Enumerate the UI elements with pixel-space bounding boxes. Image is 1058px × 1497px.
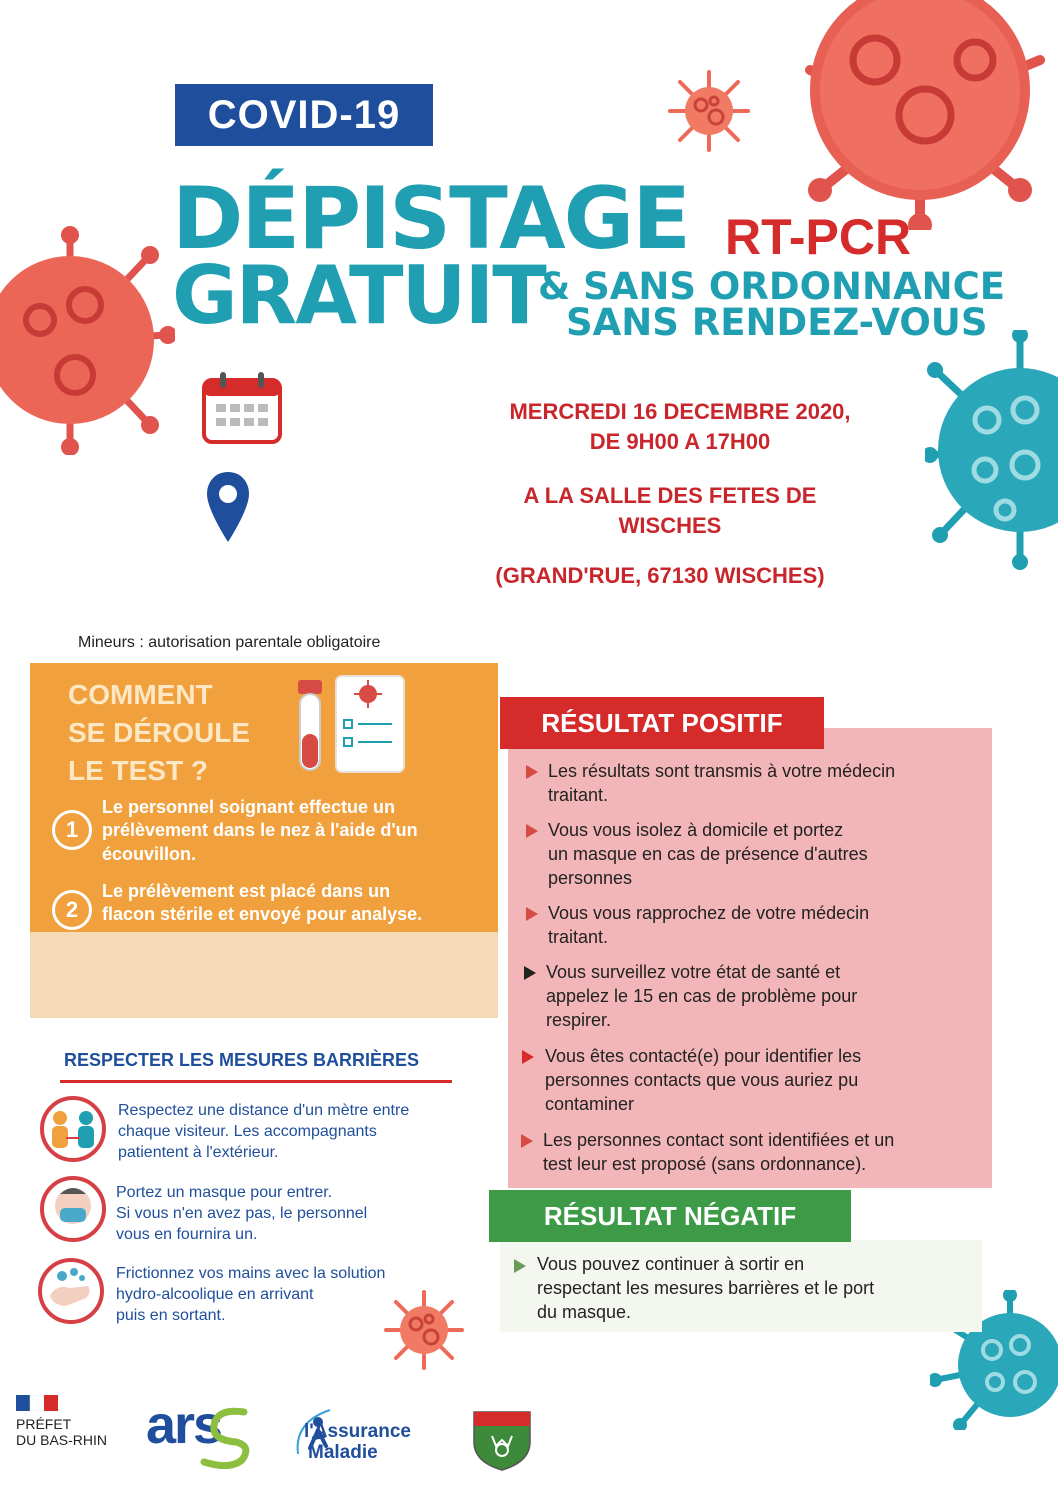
procedure-title-line3: LE TEST ? <box>68 754 208 786</box>
negative-line1: Vous pouvez continuer à sortir en <box>537 1254 805 1274</box>
virus-decoration-right-blue <box>925 330 1058 570</box>
positive-item-4-line1: Vous surveillez votre état de santé et <box>546 962 841 982</box>
positive-item-5-line2: personnes contacts que vous auriez pu <box>545 1069 859 1090</box>
procedure-title <box>68 676 250 789</box>
positive-item <box>548 819 868 890</box>
calendar-icon <box>200 370 284 446</box>
title-depistage: DÉPISTAGE <box>172 169 689 269</box>
event-date: MERCREDI 16 DECEMBRE 2020, <box>509 399 851 424</box>
positive-title: RÉSULTAT POSITIF <box>500 697 824 749</box>
barriers-divider <box>60 1080 452 1083</box>
minors-notice: Mineurs : autorisation parentale obligatoire <box>78 634 381 651</box>
positive-item-2-line2: un masque en cas de présence d'autres <box>548 843 868 864</box>
positive-item <box>548 760 895 808</box>
subtitle-sans-rendez-vous: SANS RENDEZ-VOUS <box>566 301 988 344</box>
assurance-maladie-logo <box>304 1422 411 1464</box>
positive-item-2-line1: Vous vous isolez à domicile et portez <box>548 820 844 840</box>
event-address: (GRAND'RUE, 67130 WISCHES) <box>495 563 825 588</box>
virus-decoration-bottom-red <box>384 1290 464 1370</box>
positive-item-1-line2: traitant. <box>548 784 609 805</box>
hand-wash-icon <box>36 1256 106 1326</box>
step-1-text <box>102 796 418 866</box>
negative-line2: respectant les mesures barrières et le port <box>537 1277 875 1298</box>
covid-badge: COVID-19 <box>175 84 433 146</box>
event-hours: DE 9H00 A 17H00 <box>589 429 771 454</box>
assurance-line2: Maladie <box>308 1441 378 1463</box>
procedure-title-line1: COMMENT <box>68 679 213 710</box>
positive-item-6-line1: Les personnes contact sont identifiées et un <box>543 1130 895 1150</box>
barrier-3-line1: Frictionnez vos mains avec la solution <box>116 1265 386 1282</box>
step-1-line3: écouvillon. <box>102 843 197 864</box>
positive-item-1-line1: Les résultats sont transmis à votre médecin <box>548 761 896 781</box>
barrier-mask-text <box>116 1182 367 1245</box>
location-pin-icon <box>205 470 251 544</box>
negative-text <box>537 1253 874 1324</box>
assurance-line1: l'Assurance <box>304 1421 411 1442</box>
arrow-icon <box>524 966 536 980</box>
step-2-line1: Le prélèvement est placé dans un <box>102 881 391 901</box>
test-tube-icon <box>292 672 410 784</box>
barrier-distance-text <box>118 1100 409 1163</box>
barrier-3-line2: hydro-alcoolique en arrivant <box>116 1286 314 1304</box>
positive-item-3-line2: traitant. <box>548 926 609 947</box>
barrier-2-line2: Si vous n'en avez pas, le personnel <box>116 1205 368 1223</box>
step-2-number: 2 <box>52 890 92 930</box>
positive-item <box>545 1045 861 1116</box>
wisches-coat-of-arms-logo <box>470 1410 534 1472</box>
ars-logo: ars <box>146 1395 222 1455</box>
mask-icon <box>38 1174 108 1244</box>
positive-item <box>546 961 857 1032</box>
prefet-line2: DU BAS-RHIN <box>16 1432 108 1449</box>
arrow-icon <box>526 824 538 838</box>
barrier-3-line3: puis en sortant. <box>116 1307 226 1325</box>
title-rt-pcr: RT-PCR <box>725 209 912 265</box>
step-1-number: 1 <box>52 810 92 850</box>
positive-item-5-line1: Vous êtes contacté(e) pour identifier les <box>545 1046 862 1066</box>
title-gratuit: GRATUIT <box>172 249 545 342</box>
positive-item <box>543 1129 894 1177</box>
event-place-line2: WISCHES <box>618 513 722 538</box>
virus-decoration-top-right <box>790 0 1058 230</box>
arrow-icon <box>526 765 538 779</box>
step-2-text <box>102 880 422 927</box>
prefet-logo-text <box>16 1416 107 1448</box>
arrow-icon <box>514 1259 526 1273</box>
procedure-box-footer <box>30 932 498 1018</box>
positive-item <box>548 902 869 950</box>
step-1-line2: prélèvement dans le nez à l'aide d'un <box>102 820 418 841</box>
event-place-line1: A LA SALLE DES FETES DE <box>523 483 817 508</box>
barrier-2-line1: Portez un masque pour entrer. <box>116 1184 333 1201</box>
negative-title: RÉSULTAT NÉGATIF <box>489 1190 851 1242</box>
barrier-1-line3: patientent à l'extérieur. <box>118 1144 279 1162</box>
prefet-line1: PRÉFET <box>16 1416 72 1432</box>
positive-item-6-line2: test leur est proposé (sans ordonnance). <box>543 1153 867 1174</box>
step-1-line1: Le personnel soignant effectue un <box>102 797 396 817</box>
virus-decoration-small-top <box>668 70 750 152</box>
virus-decoration-left <box>0 225 175 455</box>
arrow-icon <box>521 1134 533 1148</box>
subtitle-sans-ordonnance: & SANS ORDONNANCE <box>538 265 1005 308</box>
barrier-1-line1: Respectez une distance d'un mètre entre <box>118 1102 410 1119</box>
distance-icon <box>38 1094 108 1164</box>
ars-swoosh-icon <box>196 1404 256 1470</box>
positive-item-5-line3: contaminer <box>545 1093 635 1114</box>
barrier-hands-text <box>116 1263 385 1326</box>
step-2-line2: flacon stérile et envoyé pour analyse. <box>102 904 423 925</box>
procedure-title-line2: SE DÉROULE <box>68 716 251 748</box>
prefet-flag-logo <box>16 1395 58 1411</box>
positive-item-2-line3: personnes <box>548 867 633 888</box>
barriers-title: RESPECTER LES MESURES BARRIÈRES <box>64 1050 420 1070</box>
arrow-icon <box>526 907 538 921</box>
positive-item-4-line3: respirer. <box>546 1009 612 1030</box>
barrier-1-line2: chaque visiteur. Les accompagnants <box>118 1123 377 1141</box>
arrow-icon <box>522 1050 534 1064</box>
barrier-2-line3: vous en fournira un. <box>116 1226 258 1244</box>
positive-item-4-line2: appelez le 15 en cas de problème pour <box>546 985 858 1006</box>
positive-item-3-line1: Vous vous rapprochez de votre médecin <box>548 903 870 923</box>
negative-line3: du masque. <box>537 1301 632 1322</box>
